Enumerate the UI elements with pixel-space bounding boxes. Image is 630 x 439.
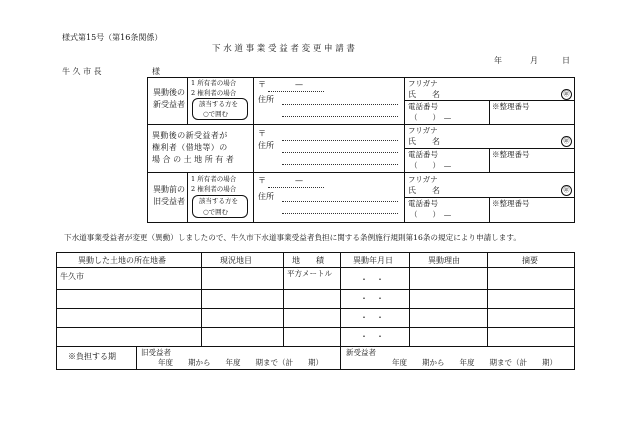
- form-number: 様式第15号（第16条関係）: [62, 33, 163, 42]
- note-line: 該当する方を: [199, 100, 238, 108]
- phone-field[interactable]: （ ） —: [410, 113, 452, 122]
- block-label: 場 合 の 土 地 所 有 者: [152, 155, 234, 164]
- column-header: 異動した土地の所在地番: [78, 256, 166, 265]
- column-header: 現況地目: [220, 256, 252, 265]
- address-line[interactable]: [282, 201, 398, 202]
- furigana-label: フリガナ: [408, 79, 438, 88]
- address-label: 住所: [258, 95, 274, 104]
- block-label: 権利者（借地等）の: [152, 143, 228, 152]
- addressee-city: 牛 久 市 長: [62, 67, 102, 76]
- seal-icon: ㊞: [561, 136, 572, 147]
- address-line[interactable]: [282, 152, 398, 153]
- address-line[interactable]: [282, 164, 398, 165]
- reference-number-label: ※整理番号: [492, 102, 530, 111]
- phone-field[interactable]: （ ） —: [410, 210, 452, 219]
- block-label: 異動後の新受益者が: [152, 131, 228, 140]
- burden-label: ※負担する期: [68, 352, 116, 361]
- address-line[interactable]: [282, 116, 398, 117]
- block-label: 異動前の: [153, 185, 185, 194]
- phone-label: 電話番号: [408, 102, 438, 111]
- area-unit: 平方メートル: [287, 269, 332, 278]
- postal-dash: —: [295, 80, 303, 89]
- date-month: 月: [530, 56, 538, 65]
- address-line[interactable]: [282, 213, 398, 214]
- date-cell[interactable]: ・ ・: [360, 275, 384, 284]
- name-label: 氏 名: [408, 137, 440, 146]
- page-title: 下 水 道 事 業 受 益 者 変 更 申 請 書: [212, 44, 355, 54]
- reference-number-label: ※整理番号: [492, 150, 530, 159]
- note-line: ○で囲む: [203, 110, 229, 118]
- date-day: 日: [562, 56, 570, 65]
- note-line: 該当する方を: [199, 197, 238, 205]
- column-header: 摘要: [522, 256, 538, 265]
- old-owner-label: 旧受益者: [141, 348, 171, 357]
- postal-mark: 〒: [258, 129, 266, 138]
- note-line: ○で囲む: [203, 208, 229, 216]
- seal-icon: ㊞: [561, 185, 572, 196]
- option-owner: 1 所有者の場合: [191, 175, 237, 183]
- postal-code-line[interactable]: [268, 187, 324, 188]
- address-line[interactable]: [282, 104, 398, 105]
- reference-number-label: ※整理番号: [492, 199, 530, 208]
- address-line[interactable]: [282, 140, 398, 141]
- address-label: 住所: [258, 192, 274, 201]
- furigana-label: フリガナ: [408, 175, 438, 184]
- date-cell[interactable]: ・ ・: [360, 313, 384, 322]
- block-label: 旧受益者: [153, 197, 185, 206]
- postal-mark: 〒: [258, 80, 266, 89]
- location-cell[interactable]: 牛久市: [60, 272, 84, 281]
- new-owner-label: 新受益者: [346, 348, 376, 357]
- new-owner-period[interactable]: 年度 期から 年度 期まで（計 期）: [392, 358, 557, 367]
- phone-label: 電話番号: [408, 150, 438, 159]
- furigana-label: フリガナ: [408, 126, 438, 135]
- date-cell[interactable]: ・ ・: [360, 332, 384, 341]
- postal-code-line[interactable]: [268, 91, 324, 92]
- old-owner-period[interactable]: 年度 期から 年度 期まで（計 期）: [158, 358, 323, 367]
- date-cell[interactable]: ・ ・: [360, 294, 384, 303]
- postal-mark: 〒: [258, 176, 266, 185]
- column-header: 異動理由: [428, 256, 460, 265]
- seal-icon: ㊞: [561, 89, 572, 100]
- option-rights-holder: 2 権利者の場合: [191, 89, 237, 97]
- name-label: 氏 名: [408, 186, 440, 195]
- address-label: 住所: [258, 141, 274, 150]
- date-year: 年: [494, 56, 502, 65]
- block-label: 新受益者: [153, 100, 185, 109]
- addressee-honorific: 様: [152, 67, 160, 76]
- block-label: 異動後の: [153, 88, 185, 97]
- application-statement: 下水道事業受益者が変更（異動）しましたので、牛久市下水道事業受益者負担に関する条例施行規則第16条の規定により申請します。: [64, 233, 521, 242]
- postal-dash: —: [295, 176, 303, 185]
- column-header: 異動年月日: [353, 256, 393, 265]
- option-rights-holder: 2 権利者の場合: [191, 185, 237, 193]
- name-label: 氏 名: [408, 90, 440, 99]
- column-header: 地 積: [292, 256, 324, 265]
- phone-label: 電話番号: [408, 199, 438, 208]
- phone-field[interactable]: （ ） —: [410, 161, 452, 170]
- option-owner: 1 所有者の場合: [191, 79, 237, 87]
